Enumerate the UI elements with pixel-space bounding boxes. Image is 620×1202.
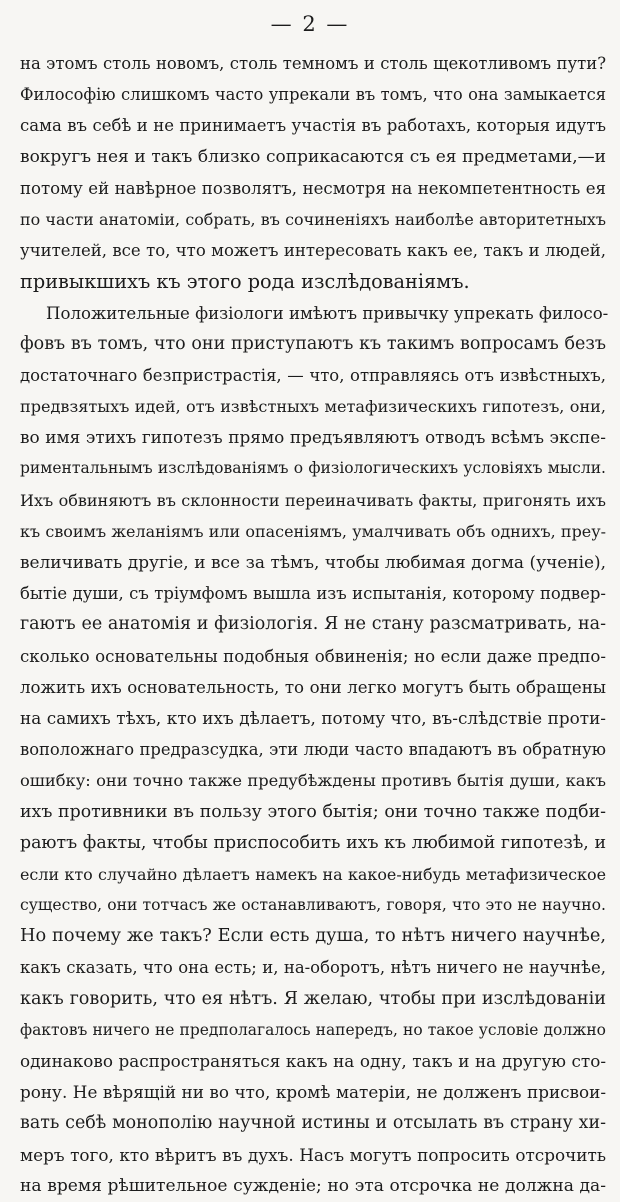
text-line: сама въ себѣ и не принимаетъ участія въ работахъ, которыя идутъ — [20, 116, 606, 136]
text-line: Но почему же такъ? Если есть душа, то нѣтъ ничего научнѣе, — [20, 926, 606, 947]
text-line: сколько основательны подобныя обвиненія; но если даже предпо- — [20, 646, 606, 666]
text-line: учителей, все то, что можетъ интересовать какъ ее, такъ и людей, — [20, 241, 606, 261]
text-line: Философію слишкомъ часто упрекали въ томъ, что она замыкается — [20, 85, 606, 105]
text-line: вать себѣ монополію научной истины и отсылать въ страну хи- — [20, 1113, 606, 1134]
text-line: гаютъ ее анатомія и физіологія. Я не стану разсматривать, на- — [20, 614, 606, 635]
text-line: риментальнымъ изслѣдованіямъ о физіологическихъ условіяхъ мысли. — [20, 459, 606, 478]
text-line: Положительные физіологи имѣютъ привычку упрекать филосо- — [46, 303, 609, 323]
text-line: достаточнаго безпристрастія, — что, отправляясь отъ извѣстныхъ, — [20, 365, 606, 385]
body-text — [20, 48, 609, 1202]
text-line: на время рѣшительное сужденіе; но эта отсрочка не должна да- — [20, 1175, 606, 1196]
text-line: потому ей навѣрное позволятъ, несмотря на некомпетентность ея — [20, 178, 606, 198]
text-line: ложить ихъ основательность, то они легко могутъ быть обращены — [20, 677, 606, 697]
text-line: фовъ въ томъ, что они приступаютъ къ такимъ вопросамъ безъ — [20, 333, 606, 354]
text-line: какъ сказать, что она есть; и, на-оборотъ, нѣтъ ничего не научнѣе, — [20, 958, 606, 978]
text-line: по части анатоміи, собрать, въ сочиненіяхъ наиболѣе авторитетныхъ — [20, 209, 606, 229]
text-line: на этомъ столь новомъ, столь темномъ и столь щекотливомъ пути? — [20, 54, 606, 73]
text-line: привыкшихъ къ этого рода изслѣдованіямъ. — [20, 270, 470, 294]
text-line: предвзятыхъ идей, отъ извѣстныхъ метафизическихъ гипотезъ, они, — [20, 397, 606, 417]
text-line: существо, они тотчасъ же останавливаютъ, говоря, что это не научно. — [20, 896, 606, 915]
text-line: одинаково распространяться какъ на одну, такъ и на другую сто- — [20, 1051, 606, 1071]
text-line: раютъ факты, чтобы приспособить ихъ къ любимой гипотезѣ, и — [20, 832, 606, 853]
text-line: на самихъ тѣхъ, кто ихъ дѣлаетъ, потому что, въ-слѣдствіе проти- — [20, 707, 606, 728]
text-line: Ихъ обвиняютъ въ склонности переиначивать факты, пригонять ихъ — [20, 490, 606, 510]
text-line: фактовъ ничего не предполагалось напередъ, но такое условіе должно — [20, 1020, 606, 1039]
page-number: — 2 — — [270, 12, 350, 36]
text-line: меръ того, кто вѣритъ въ духъ. Насъ могутъ попросить отсрочить — [20, 1144, 606, 1165]
text-line: вокругъ нея и такъ близко соприкасаются съ ея предметами,—и — [20, 146, 606, 167]
text-line: къ своимъ желаніямъ или опасеніямъ, умалчивать объ однихъ, преу- — [20, 521, 606, 541]
text-line: ихъ противники въ пользу этого бытія; они точно также подби- — [20, 801, 606, 822]
text-line: рону. Не вѣрящій ни во что, кромѣ матеріи, не долженъ присвои- — [20, 1082, 606, 1103]
text-line: какъ говорить, что ея нѣтъ. Я желаю, чтобы при изслѣдованіи — [20, 988, 606, 1009]
text-line: воположнаго предразсудка, эти люди часто впадаютъ въ обратную — [20, 740, 606, 760]
text-line: во имя этихъ гипотезъ прямо предъявляютъ отводъ всѣмъ экспе- — [20, 427, 606, 448]
text-line: бытіе души, съ тріумфомъ вышла изъ испытанія, которому подвер- — [20, 584, 606, 604]
text-line: если кто случайно дѣлаетъ намекъ на какое-нибудь метафизическое — [20, 864, 606, 884]
text-line: величивать другіе, и все за тѣмъ, чтобы любимая догма (ученіе), — [20, 552, 606, 572]
text-line: ошибку: они точно также предубѣждены противъ бытія души, какъ — [20, 771, 606, 791]
